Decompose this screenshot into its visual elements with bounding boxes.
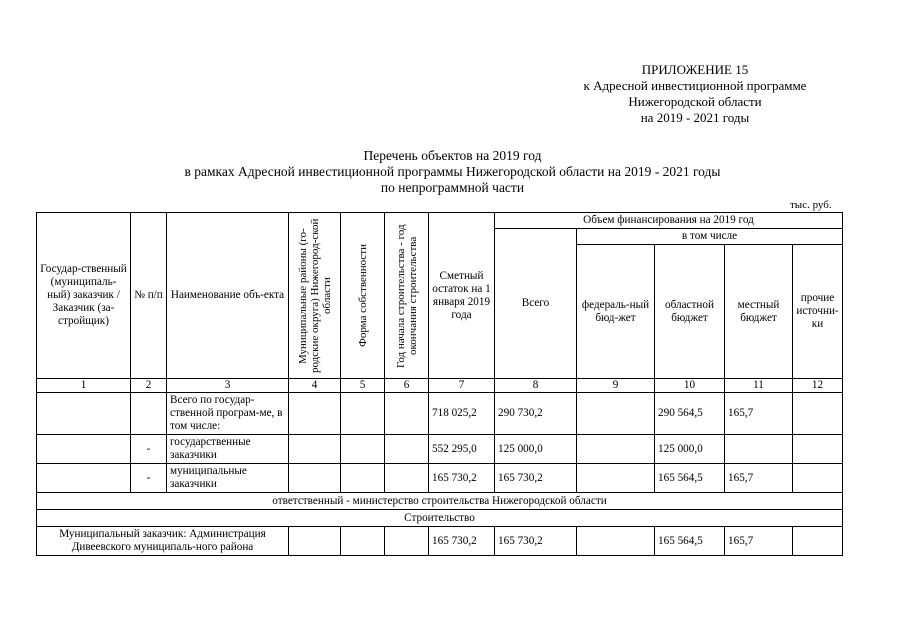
customer-row — [37, 527, 843, 556]
cell-remaining: 165 730,2 — [429, 527, 495, 556]
unit-label: тыс. руб. — [790, 199, 832, 211]
responsible-cell: ответственный - министерство строительства Нижегородской области — [37, 493, 843, 510]
appendix-header — [540, 62, 850, 126]
header-name: Наименование объ-екта — [167, 213, 289, 379]
header-years-text: Год начала строительства - год окончания строительства — [394, 223, 419, 368]
cell-regional: 165 564,5 — [655, 527, 725, 556]
col-number: 8 — [495, 379, 577, 393]
cell-districts — [289, 527, 341, 556]
appendix-line: к Адресной инвестиционной программе — [583, 78, 807, 93]
cell-regional: 290 564,5 — [655, 393, 725, 435]
cell-districts — [289, 464, 341, 493]
responsible-row — [37, 493, 843, 510]
header-total: Всего — [495, 229, 577, 379]
document-title — [0, 148, 905, 196]
cell-num: - — [131, 464, 167, 493]
cell-other — [793, 464, 843, 493]
header-ownership — [341, 213, 385, 379]
header-ownership-text: Форма собственности — [356, 244, 369, 347]
title-line: по непрограммной части — [380, 180, 525, 195]
cell-other — [793, 435, 843, 464]
cell-years — [385, 393, 429, 435]
cell-remaining: 165 730,2 — [429, 464, 495, 493]
header-local: местный бюджет — [725, 245, 793, 379]
col-number: 5 — [341, 379, 385, 393]
cell-regional: 165 564,5 — [655, 464, 725, 493]
cell-ownership — [341, 393, 385, 435]
header-districts-text: Муниципальные районы (го-родские округа) Нижегород-ской области — [296, 218, 333, 373]
header-funding-group: Объем финансирования на 2019 год — [495, 213, 843, 229]
header-federal: федераль-ный бюд-жет — [577, 245, 655, 379]
table-row — [37, 393, 843, 435]
section-cell: Строительство — [37, 510, 843, 527]
column-numbers-row — [37, 379, 843, 393]
objects-table — [36, 212, 843, 556]
appendix-line: ПРИЛОЖЕНИЕ 15 — [641, 62, 749, 77]
cell-total: 290 730,2 — [495, 393, 577, 435]
cell-customer-name: Муниципальный заказчик: Администрация Дивеевского муниципаль-ного района — [37, 527, 289, 556]
cell-local — [725, 435, 793, 464]
title-line: Перечень объектов на 2019 год — [363, 148, 542, 163]
col-number: 2 — [131, 379, 167, 393]
cell-ownership — [341, 527, 385, 556]
cell-years — [385, 527, 429, 556]
col-number: 1 — [37, 379, 131, 393]
appendix-line: Нижегородской области — [628, 94, 762, 109]
cell-num — [131, 393, 167, 435]
cell-name: муниципальные заказчики — [167, 464, 289, 493]
col-number: 7 — [429, 379, 495, 393]
cell-districts — [289, 393, 341, 435]
cell-regional: 125 000,0 — [655, 435, 725, 464]
header-num: № п/п — [131, 213, 167, 379]
header-regional: областной бюджет — [655, 245, 725, 379]
cell-federal — [577, 527, 655, 556]
col-number: 10 — [655, 379, 725, 393]
header-districts — [289, 213, 341, 379]
col-number: 4 — [289, 379, 341, 393]
cell-remaining: 552 295,0 — [429, 435, 495, 464]
cell-remaining: 718 025,2 — [429, 393, 495, 435]
title-line: в рамках Адресной инвестиционной программы Нижегородской области на 2019 - 2021 годы — [184, 164, 721, 179]
cell-local: 165,7 — [725, 393, 793, 435]
header-remaining: Сметный остаток на 1 января 2019 года — [429, 213, 495, 379]
cell-customer — [37, 464, 131, 493]
cell-ownership — [341, 435, 385, 464]
appendix-line: на 2019 - 2021 годы — [640, 110, 750, 125]
cell-customer — [37, 435, 131, 464]
cell-federal — [577, 464, 655, 493]
cell-total: 165 730,2 — [495, 527, 577, 556]
cell-federal — [577, 393, 655, 435]
cell-local: 165,7 — [725, 464, 793, 493]
table-row — [37, 464, 843, 493]
col-number: 12 — [793, 379, 843, 393]
cell-years — [385, 464, 429, 493]
cell-customer — [37, 393, 131, 435]
cell-federal — [577, 435, 655, 464]
col-number: 9 — [577, 379, 655, 393]
cell-districts — [289, 435, 341, 464]
col-number: 11 — [725, 379, 793, 393]
cell-years — [385, 435, 429, 464]
col-number: 3 — [167, 379, 289, 393]
cell-num: - — [131, 435, 167, 464]
col-number: 6 — [385, 379, 429, 393]
cell-name: Всего по государ-ственной програм-ме, в том числе: — [167, 393, 289, 435]
cell-local: 165,7 — [725, 527, 793, 556]
header-years — [385, 213, 429, 379]
header-other: прочие источни-ки — [793, 245, 843, 379]
section-row — [37, 510, 843, 527]
table-row — [37, 435, 843, 464]
header-customer: Государ-ственный (муниципаль-ный) заказчик / Заказчик (за-стройщик) — [37, 213, 131, 379]
cell-total: 165 730,2 — [495, 464, 577, 493]
header-including: в том числе — [577, 229, 843, 245]
cell-name: государственные заказчики — [167, 435, 289, 464]
cell-other — [793, 527, 843, 556]
cell-total: 125 000,0 — [495, 435, 577, 464]
cell-ownership — [341, 464, 385, 493]
cell-other — [793, 393, 843, 435]
